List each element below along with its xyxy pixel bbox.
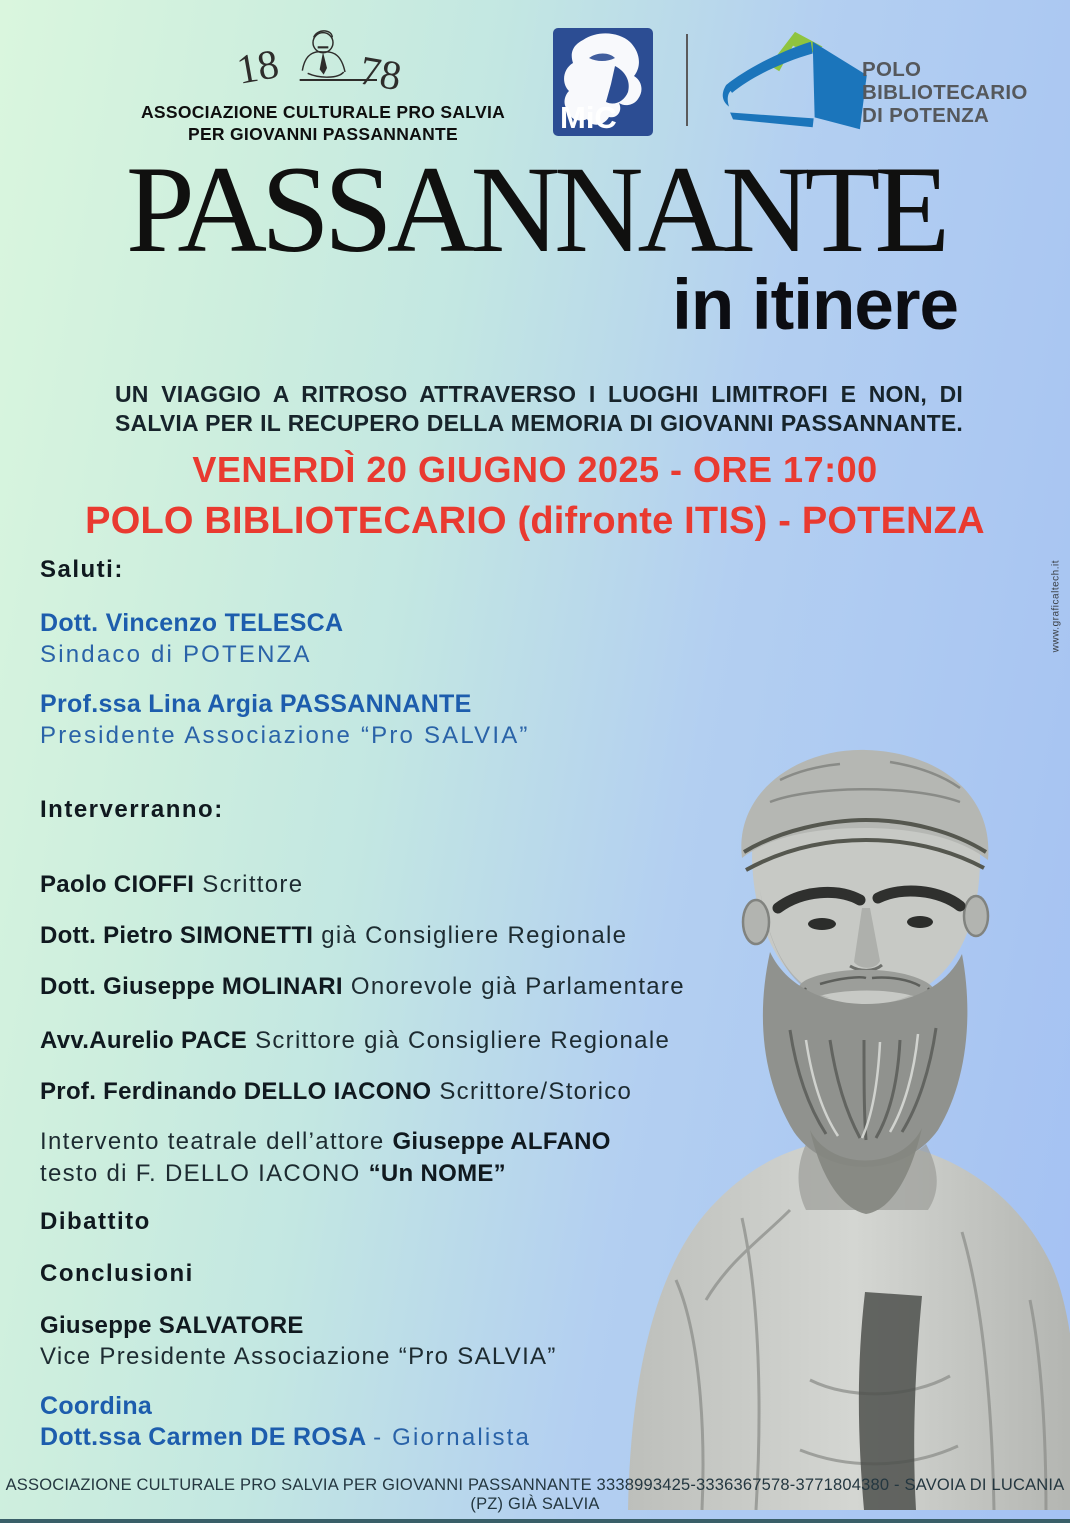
coordina-row: [40, 1423, 531, 1452]
poster-subtitle: in itinere: [672, 266, 958, 345]
speaker-role: Scrittore già Consigliere Regionale: [255, 1027, 671, 1054]
theatrical-actor: Giuseppe ALFANO: [392, 1128, 611, 1155]
conclusion-role-row: [40, 1343, 557, 1371]
polo-logo-text: [862, 58, 1028, 127]
saluti-heading: Saluti:: [40, 556, 124, 583]
theatrical-prefix: Intervento teatrale dell’attore: [40, 1128, 393, 1155]
person-name: Prof.ssa Lina Argia PASSANNANTE: [40, 690, 472, 718]
theatrical-line: [40, 1128, 611, 1156]
conclusion-role: Vice Presidente Associazione “Pro SALVIA”: [40, 1343, 557, 1370]
saluti-person-role: [40, 722, 530, 750]
year-18-text: 18: [233, 40, 283, 93]
saluti-person-role: [40, 641, 312, 669]
person-role: Sindaco di POTENZA: [40, 641, 312, 668]
theatrical-line: [40, 1160, 506, 1188]
speaker-row: [40, 922, 627, 950]
event-location: POLO BIBLIOTECARIO (difronte ITIS) - POTENZA: [85, 500, 985, 542]
credit-vertical: www.graficaltech.it: [1050, 560, 1061, 653]
polo-logo-icon: [720, 24, 868, 142]
passannante-portrait-image: [610, 740, 1070, 1510]
speaker-role: Scrittore: [202, 871, 304, 898]
speaker-name: Dott. Pietro SIMONETTI: [40, 922, 314, 949]
speaker-name: Avv.Aurelio PACE: [40, 1027, 248, 1054]
mic-logo: [553, 28, 653, 136]
association-name-line2: PER GIOVANNI PASSANNANTE: [187, 123, 459, 144]
speaker-role: già Consigliere Regionale: [321, 922, 628, 949]
conclusioni-label: Conclusioni: [40, 1260, 194, 1287]
association-logo: [118, 18, 528, 146]
year-78-text: 78: [356, 46, 405, 100]
polo-building-icon: [720, 24, 868, 142]
person-name: Dott. Vincenzo TELESCA: [40, 609, 344, 637]
speaker-name: Paolo CIOFFI: [40, 871, 195, 898]
conclusion-name: Giuseppe SALVATORE: [40, 1312, 304, 1339]
theatrical-text-prefix: testo di F. DELLO IACONO: [40, 1160, 369, 1187]
polo-line1: POLO: [862, 58, 922, 81]
speaker-name: Dott. Giuseppe MOLINARI: [40, 973, 343, 1000]
association-1878-sketch-icon: [233, 18, 413, 102]
interverranno-heading: Interverranno:: [40, 796, 224, 823]
polo-line3: DI POTENZA: [862, 104, 990, 128]
conclusion-name-row: [40, 1312, 304, 1340]
speaker-role: Scrittore/Storico: [439, 1078, 633, 1105]
speaker-role: Onorevole già Parlamentare: [350, 973, 685, 1000]
intro-text: UN VIAGGIO A RITROSO ATTRAVERSO I LUOGHI LIMITROFI E NON, DI SALVIA PER IL RECUPERO DELLA MEMORIA DI GIOVANNI PASSANNANTE.: [115, 381, 963, 436]
speaker-row: [40, 1027, 670, 1055]
speaker-row: [40, 973, 685, 1001]
coordina-name: Dott.ssa Carmen DE ROSA: [40, 1423, 367, 1451]
mic-label: MiC: [560, 100, 617, 135]
coordina-role: - Giornalista: [373, 1424, 532, 1451]
event-datetime: VENERDÌ 20 GIUGNO 2025 - ORE 17:00: [192, 449, 878, 490]
speaker-row: [40, 1078, 632, 1106]
theatrical-work-title: “Un NOME”: [368, 1160, 506, 1187]
mic-david-icon: [553, 28, 653, 136]
saluti-person-name: [40, 690, 472, 719]
footer-text: ASSOCIAZIONE CULTURALE PRO SALVIA PER GIOVANNI PASSANNANTE 3338993425-3336367578-3771804380 - SAVOIA DI LUCANIA (PZ) GIÀ SALVIA: [5, 1476, 1065, 1513]
association-name-line1: ASSOCIAZIONE CULTURALE PRO SALVIA: [140, 102, 506, 122]
dibattito-label: Dibattito: [40, 1208, 151, 1235]
passannante-photo: [610, 740, 1070, 1510]
saluti-person-name: [40, 609, 343, 638]
speaker-name: Prof. Ferdinando DELLO IACONO: [40, 1078, 432, 1105]
logo-divider: [686, 34, 688, 126]
bottom-border: [0, 1519, 1070, 1523]
coordina-heading-row: [40, 1392, 152, 1421]
person-role: Presidente Associazione “Pro SALVIA”: [40, 722, 530, 749]
polo-line2: BIBLIOTECARIO: [862, 81, 1028, 105]
speaker-row: [40, 871, 303, 899]
poster-title: PASSANNANTE: [125, 141, 945, 278]
coordina-heading: Coordina: [40, 1392, 153, 1420]
